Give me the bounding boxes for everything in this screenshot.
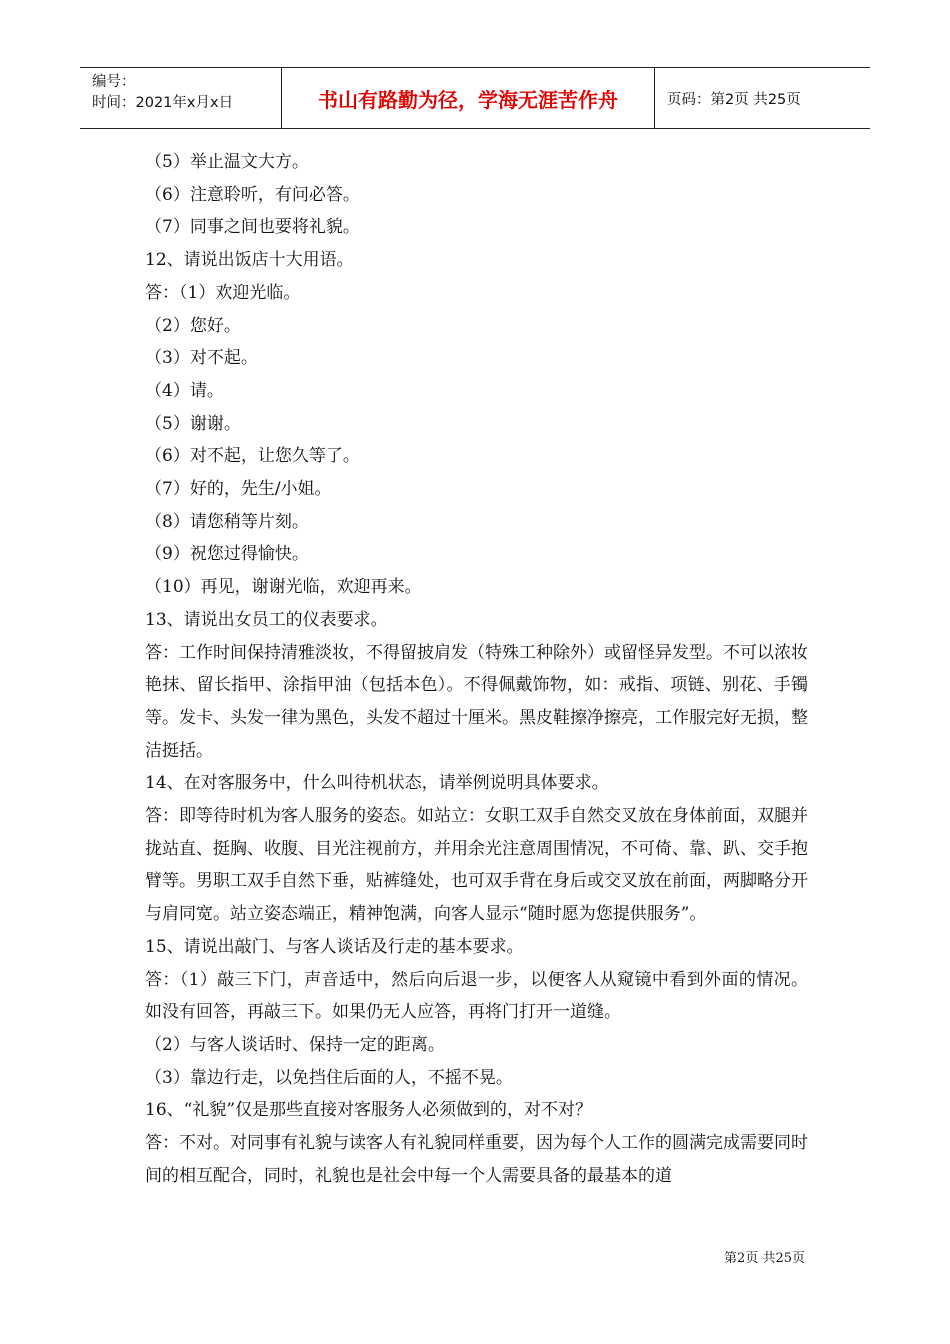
text-line: （2）与客人谈话时、保持一定的距离。	[145, 1034, 445, 1055]
header-page-number: 页码：第2页 共25页	[667, 91, 801, 108]
text-line: （5）谢谢。	[145, 413, 241, 434]
question-15: 15、请说出敲门、与客人谈话及行走的基本要求。	[145, 936, 524, 957]
answer-14: 答：即等待时机为客人服务的姿态。如站立：女职工双手自然交叉放在身体前面，双腿并拢站直、挺胸、收腹、目光注视前方，并用余光注意周围情况，不可倚、靠、趴、交手抱臂等。男职工双手自然下垂，贴裤缝处，也可双手背在身后或交叉放在前面，两脚略分开与肩同宽。站立姿态端正，精神饱满，向客人显示“随时愿为您提供服务”。	[145, 806, 808, 925]
text-line: （3）对不起。	[145, 348, 258, 369]
text-line: （7）同事之间也要将礼貌。	[145, 217, 360, 238]
text-line: （2）您好。	[145, 315, 241, 336]
text-line: （10）再见，谢谢光临，欢迎再来。	[145, 577, 422, 598]
document-body	[145, 146, 808, 1193]
text-line: （4）请。	[145, 380, 224, 401]
page-footer: 第2页 共25页	[724, 1251, 805, 1266]
text-line: （6）对不起，让您久等了。	[145, 446, 360, 467]
text-line: （6）注意聆听，有问必答。	[145, 184, 360, 205]
question-14: 14、在对客服务中，什么叫待机状态，请举例说明具体要求。	[145, 773, 609, 794]
document-number: 编号：	[92, 74, 136, 90]
document-time: 时间：2021年x月x日	[92, 95, 234, 111]
answer-13: 答：工作时间保持清雅淡妆，不得留披肩发（特殊工种除外）或留怪异发型。不可以浓妆艳抹、留长指甲、涂指甲油（包括本色）。不得佩戴饰物，如：戒指、项链、别花、手镯等。发卡、头发一律为黑色，头发不超过十厘米。黑皮鞋擦净擦亮，工作服完好无损，整洁挺括。	[145, 642, 808, 761]
question-13: 13、请说出女员工的仪表要求。	[145, 609, 388, 630]
answer-16: 答：不对。对同事有礼貌与读客人有礼貌同样重要，因为每个人工作的圆满完成需要同时间的相互配合，同时，礼貌也是社会中每一个人需要具备的最基本的道	[145, 1133, 808, 1186]
question-16: 16、“礼貌”仅是那些直接对客服务人必须做到的，对不对？	[145, 1100, 593, 1121]
answer-15: 答：（1）敲三下门，声音适中，然后向后退一步，以便客人从窥镜中看到外面的情况。如没有回答，再敲三下。如果仍无人应答，再将门打开一道缝。	[145, 969, 808, 1023]
text-line: （7）好的，先生/小姐。	[145, 479, 332, 500]
page-header	[80, 67, 870, 129]
text-line: （5）举止温文大方。	[145, 152, 309, 172]
text-line: （8）请您稍等片刻。	[145, 511, 309, 532]
header-motto: 书山有路勤为径，学海无涯苦作舟	[282, 68, 655, 128]
question-12: 12、请说出饭店十大用语。	[145, 250, 354, 271]
header-meta	[80, 68, 282, 128]
text-line: （3）靠边行走，以免挡住后面的人，不摇不晃。	[145, 1067, 513, 1088]
answer-12: 答：（1）欢迎光临。	[145, 282, 301, 303]
text-line: （9）祝您过得愉快。	[145, 544, 309, 565]
